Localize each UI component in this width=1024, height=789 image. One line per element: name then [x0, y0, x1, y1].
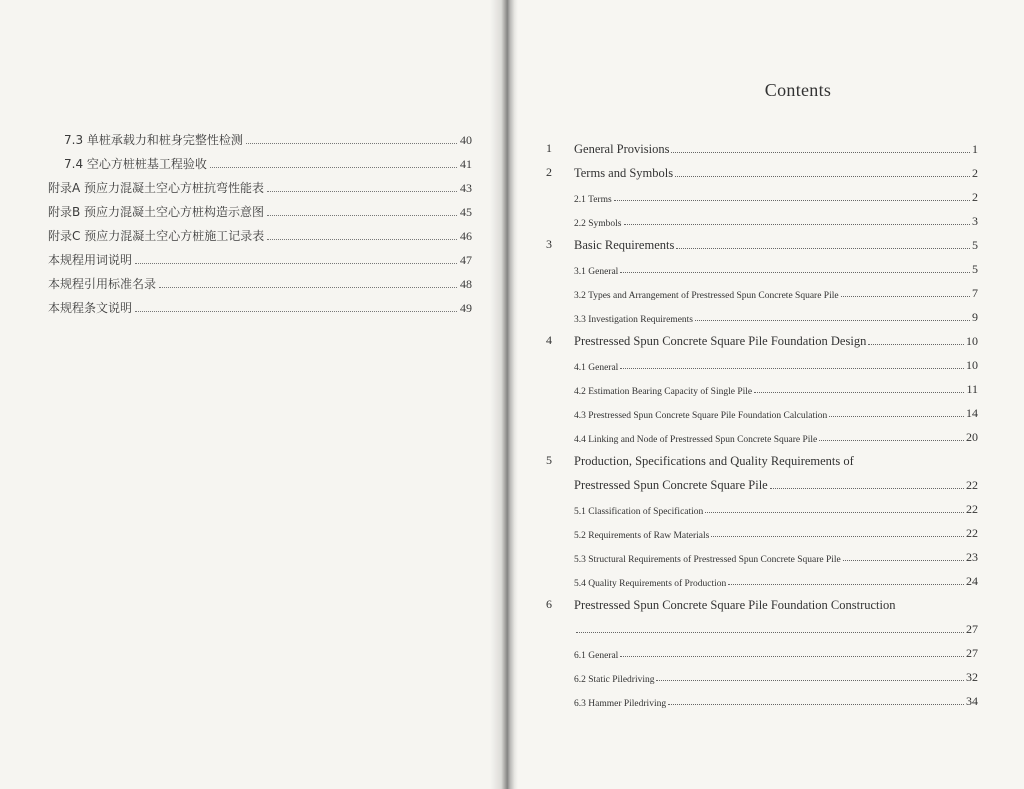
toc-section-4-2[interactable]: [546, 373, 978, 397]
toc-entry-label: 附录B 预应力混凝土空心方桩构造示意图: [48, 205, 265, 219]
toc-entry-label: 附录C 预应力混凝土空心方桩施工记录表: [48, 229, 265, 243]
leader-dots: [675, 176, 970, 177]
toc-entry-7-4[interactable]: [48, 148, 472, 172]
toc-entry-page: 20: [966, 430, 978, 444]
leader-dots: [656, 680, 964, 681]
leader-dots: [620, 656, 964, 657]
toc-entry-label: 本规程条文说明: [48, 301, 133, 315]
right-toc: [546, 133, 978, 709]
toc-entry-label: Prestressed Spun Concrete Square Pile Foundation Construction: [574, 598, 896, 612]
toc-entry-page: 7: [972, 286, 978, 300]
toc-section-6-3[interactable]: [546, 685, 978, 709]
chapter-number: 3: [546, 237, 552, 251]
toc-chapter-4[interactable]: [546, 325, 978, 349]
toc-entry-page: 48: [460, 277, 472, 291]
toc-chapter-1[interactable]: [546, 133, 978, 157]
toc-entry-page: 2: [972, 190, 978, 204]
toc-entry-standards[interactable]: [48, 268, 472, 292]
leader-dots: [728, 584, 964, 585]
leader-dots: [210, 167, 457, 168]
leader-dots: [843, 560, 964, 561]
toc-section-5-2[interactable]: [546, 517, 978, 541]
leader-dots: [868, 344, 964, 345]
toc-entry-label: 4.1 General: [574, 363, 619, 373]
toc-entry-page: 11: [966, 382, 978, 396]
toc-entry-label: 3.3 Investigation Requirements: [574, 315, 693, 325]
toc-entry-page: 1: [972, 142, 978, 156]
leader-dots: [159, 287, 457, 288]
leader-dots: [267, 191, 457, 192]
toc-entry-explanation[interactable]: [48, 292, 472, 316]
toc-entry-page: 27: [966, 622, 978, 636]
leader-dots: [671, 152, 970, 153]
leader-dots: [267, 239, 457, 240]
toc-entry-page: 10: [966, 334, 978, 348]
left-toc: [48, 124, 472, 316]
toc-entry-label-line2: Prestressed Spun Concrete Square Pile: [574, 478, 768, 492]
toc-entry-label: 6.2 Static Piledriving: [574, 675, 655, 685]
toc-entry-label: Terms and Symbols: [574, 166, 674, 180]
toc-entry-page: 22: [966, 502, 978, 516]
leader-dots: [246, 143, 457, 144]
chapter-number: 5: [546, 453, 552, 467]
toc-chapter-2[interactable]: [546, 157, 978, 181]
leader-dots: [620, 272, 970, 273]
leader-dots: [135, 263, 457, 264]
toc-entry-page: 49: [460, 301, 472, 315]
toc-entry-label: 本规程引用标准名录: [48, 277, 157, 291]
toc-entry-appendix-b[interactable]: [48, 196, 472, 220]
toc-entry-page: 27: [966, 646, 978, 660]
toc-entry-page: 9: [972, 310, 978, 324]
toc-chapter-5[interactable]: [546, 445, 978, 493]
leader-dots: [819, 440, 964, 441]
toc-section-4-1[interactable]: [546, 349, 978, 373]
toc-section-2-2[interactable]: [546, 205, 978, 229]
leader-dots: [705, 512, 964, 513]
toc-entry-page: 22: [966, 526, 978, 540]
toc-entry-label: 2.2 Symbols: [574, 219, 622, 229]
toc-entry-page: 5: [972, 262, 978, 276]
toc-entry-page: 24: [966, 574, 978, 588]
toc-entry-page: 23: [966, 550, 978, 564]
toc-entry-page: 14: [966, 406, 978, 420]
chapter-number: 2: [546, 165, 552, 179]
toc-section-4-4[interactable]: [546, 421, 978, 445]
toc-entry-label: 附录A 预应力混凝土空心方桩抗弯性能表: [48, 181, 265, 195]
left-page: [0, 0, 506, 789]
toc-entry-appendix-a[interactable]: [48, 172, 472, 196]
leader-dots: [614, 200, 970, 201]
toc-entry-page: 45: [460, 205, 472, 219]
toc-section-2-1[interactable]: [546, 181, 978, 205]
toc-section-3-3[interactable]: [546, 301, 978, 325]
toc-entry-label: 4.2 Estimation Bearing Capacity of Single Pile: [574, 387, 753, 397]
toc-section-5-3[interactable]: [546, 541, 978, 565]
toc-entry-label: 3.2 Types and Arrangement of Prestressed Spun Concrete Square Pile: [574, 291, 839, 301]
toc-entry-label: 本规程用词说明: [48, 253, 133, 267]
toc-entry-page: 40: [460, 133, 472, 147]
leader-dots: [829, 416, 964, 417]
toc-entry-label: 3.1 General: [574, 267, 619, 277]
toc-entry-label: 7.4 空心方桩桩基工程验收: [64, 157, 207, 171]
leader-dots: [620, 368, 964, 369]
toc-section-3-2[interactable]: [546, 277, 978, 301]
toc-entry-page: 34: [966, 694, 978, 708]
toc-entry-label: 7.3 单桩承载力和桩身完整性检测: [64, 133, 243, 147]
leader-dots: [841, 296, 970, 297]
contents-title: Contents: [764, 80, 832, 100]
toc-entry-page: 5: [972, 238, 978, 252]
leader-dots: [770, 488, 964, 489]
chapter-number: 4: [546, 333, 552, 347]
leader-dots: [624, 224, 970, 225]
toc-entry-page: 47: [460, 253, 472, 267]
toc-section-6-2[interactable]: [546, 661, 978, 685]
toc-entry-label: Basic Requirements: [574, 238, 675, 252]
toc-entry-label: 2.1 Terms: [574, 195, 612, 205]
toc-section-5-4[interactable]: [546, 565, 978, 589]
toc-entry-page: 41: [460, 157, 472, 171]
toc-entry-label: 5.2 Requirements of Raw Materials: [574, 531, 710, 541]
chapter-number: 6: [546, 597, 552, 611]
toc-entry-label: 6.1 General: [574, 651, 619, 661]
toc-entry-label: 6.3 Hammer Piledriving: [574, 699, 667, 709]
right-page: [508, 0, 1024, 789]
toc-entry-appendix-c[interactable]: [48, 220, 472, 244]
toc-entry-7-3[interactable]: [48, 124, 472, 148]
toc-entry-label: 5.4 Quality Requirements of Production: [574, 579, 727, 589]
leader-dots: [267, 215, 457, 216]
toc-entry-label-line1: Production, Specifications and Quality Requirements of: [574, 454, 854, 468]
toc-entry-page: 10: [966, 358, 978, 372]
toc-entry-label: 5.1 Classification of Specification: [574, 507, 704, 517]
toc-entry-page: 22: [966, 478, 978, 492]
toc-entry-page: 46: [460, 229, 472, 243]
leader-dots: [135, 311, 457, 312]
toc-entry-page: 43: [460, 181, 472, 195]
toc-entry-page: 2: [972, 166, 978, 180]
leader-dots: [711, 536, 964, 537]
toc-chapter-3[interactable]: [546, 229, 978, 253]
toc-section-6-1[interactable]: [546, 637, 978, 661]
chapter-number: 1: [546, 141, 552, 155]
toc-entry-label: 5.3 Structural Requirements of Prestressed Spun Concrete Square Pile: [574, 555, 841, 565]
toc-entry-page: 32: [966, 670, 978, 684]
toc-chapter-6[interactable]: [546, 589, 978, 637]
toc-entry-label: 4.4 Linking and Node of Prestressed Spun Concrete Square Pile: [574, 435, 818, 445]
book-spine-shadow: [490, 0, 518, 789]
toc-entry-label: Prestressed Spun Concrete Square Pile Foundation Design: [574, 334, 867, 348]
toc-entry-label: General Provisions: [574, 142, 670, 156]
leader-dots: [754, 392, 964, 393]
toc-entry-page: 3: [972, 214, 978, 228]
toc-section-3-1[interactable]: [546, 253, 978, 277]
leader-dots: [668, 704, 964, 705]
toc-entry-label: 4.3 Prestressed Spun Concrete Square Pile Foundation Calculation: [574, 411, 828, 421]
toc-entry-wording[interactable]: [48, 244, 472, 268]
toc-section-5-1[interactable]: [546, 493, 978, 517]
leader-dots: [676, 248, 970, 249]
toc-section-4-3[interactable]: [546, 397, 978, 421]
leader-dots: [576, 632, 964, 633]
leader-dots: [695, 320, 970, 321]
